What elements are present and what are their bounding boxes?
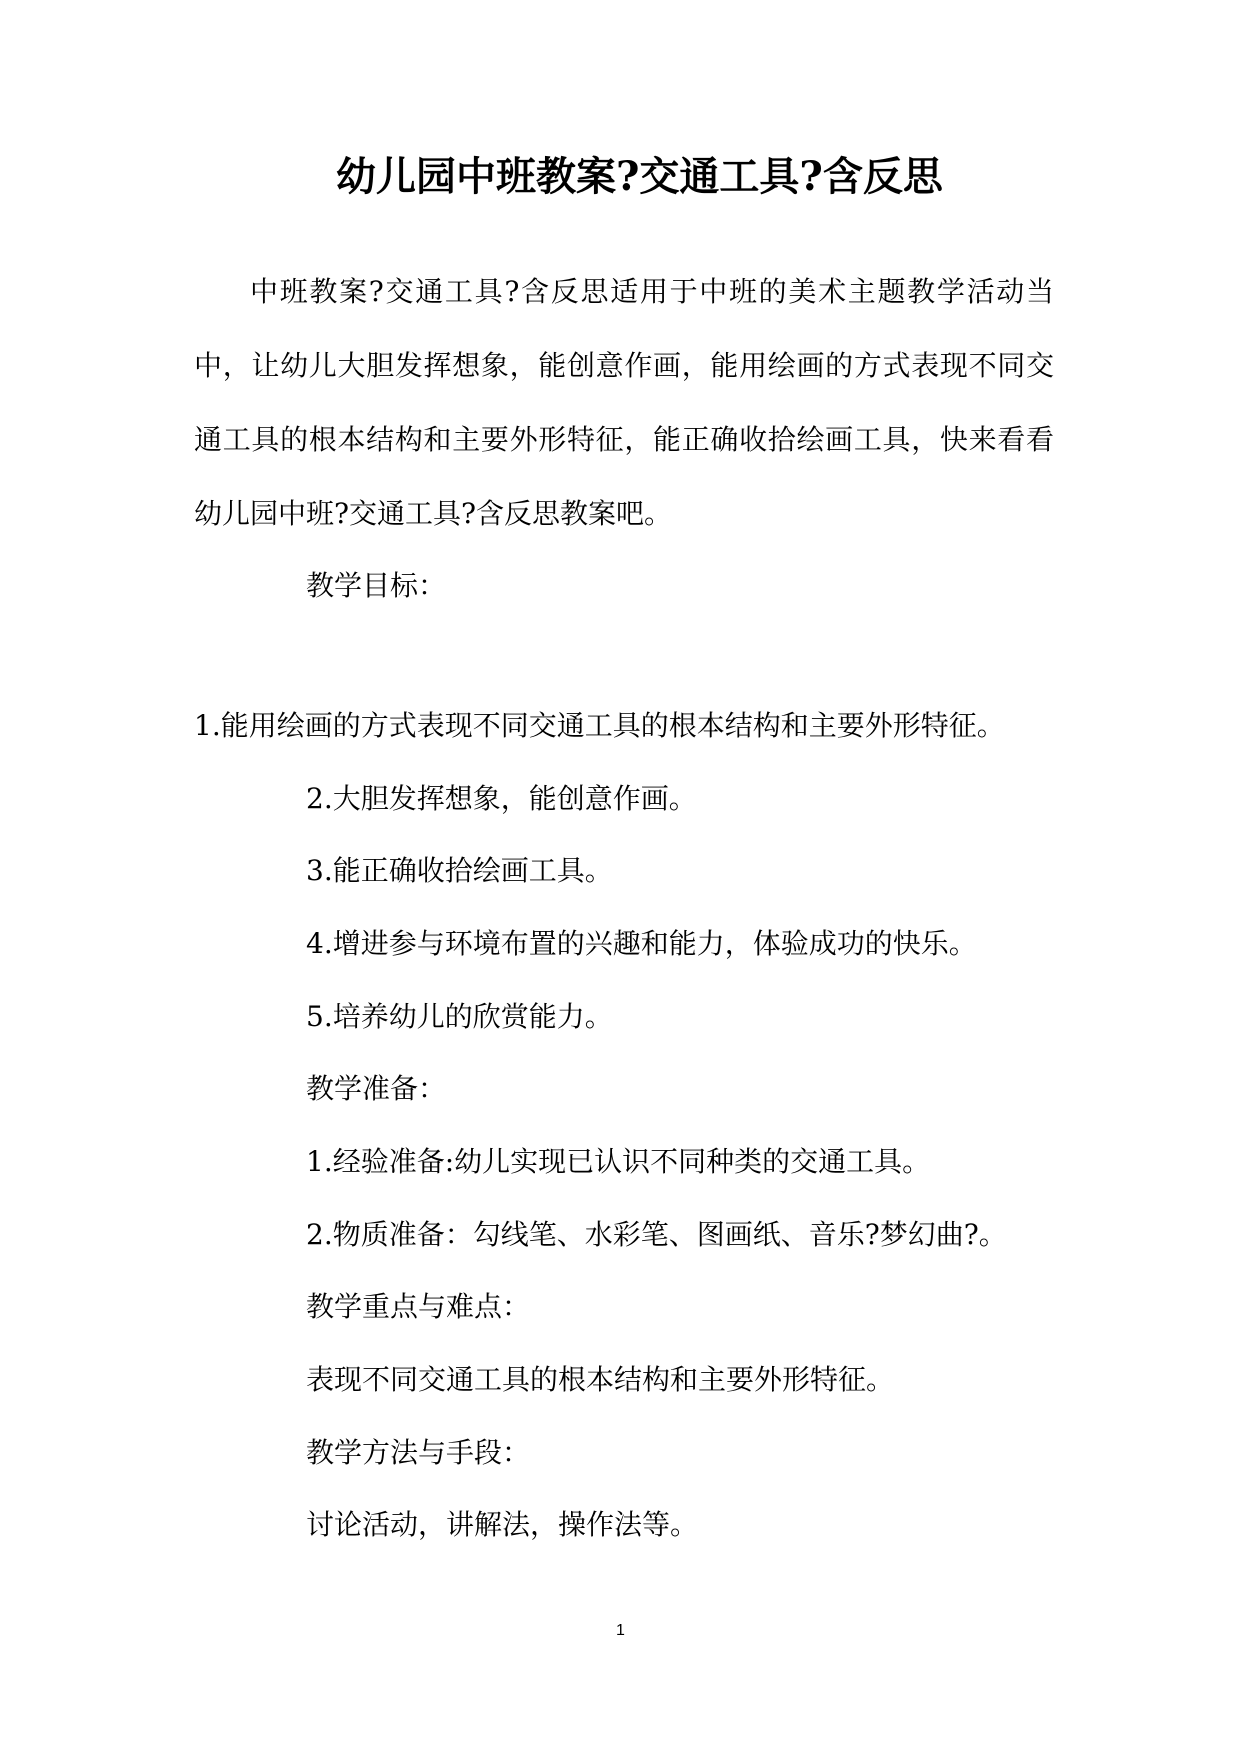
focus-text: 表现不同交通工具的根本结构和主要外形特征。 (306, 1363, 895, 1396)
goal-item: 4.增进参与环境布置的兴趣和能力，体验成功的快乐。 (306, 927, 977, 960)
intro-paragraph: 中班教案?交通工具?含反思适用于中班的美术主题教学活动当中，让幼儿大胆发挥想象，能创意作画，能用绘画的方式表现不同交通工具的根本结构和主要外形特征，能正确收拾绘画工具，快来看看幼儿园中班?交通工具?含反思教案吧。 (194, 275, 1054, 530)
focus-heading: 教学重点与难点： (306, 1290, 531, 1323)
goal-item: 1.能用绘画的方式表现不同交通工具的根本结构和主要外形特征。 (194, 709, 1005, 742)
prep-item: 2.物质准备：勾线笔、水彩笔、图画纸、音乐?梦幻曲?。 (306, 1218, 1007, 1251)
page-number: 1 (616, 1622, 625, 1639)
methods-heading: 教学方法与手段： (306, 1436, 531, 1469)
goal-item: 5.培养幼儿的欣赏能力。 (306, 1000, 613, 1033)
prep-heading: 教学准备： (306, 1072, 447, 1105)
document-title: 幼儿园中班教案?交通工具?含反思 (336, 153, 943, 200)
goal-item: 3.能正确收拾绘画工具。 (306, 854, 613, 887)
goals-heading: 教学目标： (306, 569, 447, 602)
methods-text: 讨论活动，讲解法，操作法等。 (306, 1508, 699, 1541)
prep-item: 1.经验准备:幼儿实现已认识不同种类的交通工具。 (306, 1145, 931, 1178)
goal-item: 2.大胆发挥想象，能创意作画。 (306, 782, 697, 815)
